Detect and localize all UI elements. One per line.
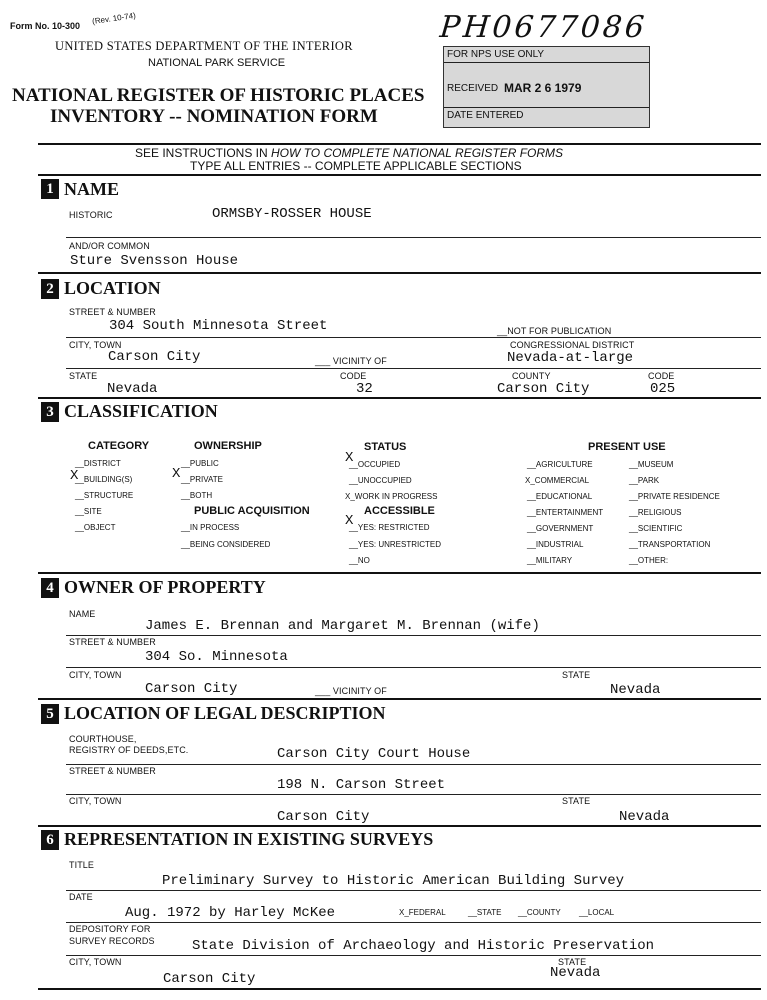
- state-code-label: CODE: [340, 371, 367, 381]
- owner-name-label: NAME: [69, 609, 96, 619]
- survey-city-value: Carson City: [163, 971, 256, 987]
- category-site: __SITE: [75, 507, 102, 516]
- use-other: __OTHER:: [629, 556, 669, 565]
- accessible-unrestricted: __YES: UNRESTRICTED: [349, 540, 442, 549]
- status-work-in-progress: X_WORK IN PROGRESS: [345, 492, 438, 501]
- received-date-stamp: MAR 2 6 1979: [504, 81, 582, 95]
- acquisition-being-considered: __BEING CONSIDERED: [181, 540, 271, 549]
- common-name-value: Sture Svensson House: [70, 253, 239, 269]
- historic-name-value: ORMSBY-ROSSER HOUSE: [212, 206, 372, 222]
- nps-use-only-box: [443, 46, 650, 128]
- use-museum: __MUSEUM: [629, 460, 674, 469]
- city-town-label: CITY, TOWN: [69, 340, 122, 350]
- category-buildings: __BUILDING(S): [75, 475, 133, 484]
- not-for-publication: __NOT FOR PUBLICATION: [497, 326, 612, 336]
- survey-state-value: Nevada: [550, 965, 601, 981]
- owner-street-label: STREET & NUMBER: [69, 637, 156, 647]
- owner-city-label: CITY, TOWN: [69, 670, 122, 680]
- county-code-value: 025: [650, 381, 676, 397]
- form-revision: (Rev. 10-74): [91, 10, 137, 27]
- legal-street-label: STREET & NUMBER: [69, 766, 156, 776]
- use-commercial: X_COMMERCIAL: [525, 476, 590, 485]
- legal-state-label: STATE: [562, 796, 591, 806]
- use-military: __MILITARY: [527, 556, 573, 565]
- category-header: CATEGORY: [88, 440, 150, 452]
- survey-federal: X_FEDERAL: [399, 908, 446, 917]
- legal-state-value: Nevada: [619, 809, 670, 825]
- owner-state-value: Nevada: [610, 682, 661, 698]
- registry-label: REGISTRY OF DEEDS,ETC.: [69, 745, 189, 755]
- category-object: __OBJECT: [75, 523, 116, 532]
- status-unoccupied: __UNOCCUPIED: [349, 476, 412, 485]
- city-value: Carson City: [108, 349, 201, 365]
- use-entertainment: __ENTERTAINMENT: [527, 508, 604, 517]
- section-4-title: OWNER OF PROPERTY: [64, 577, 266, 597]
- private-check-mark: X: [172, 466, 181, 482]
- state-label: STATE: [69, 371, 98, 381]
- form-number: Form No. 10-300: [10, 21, 81, 31]
- accessible-restricted: __YES: RESTRICTED: [349, 523, 430, 532]
- category-district: __DISTRICT: [75, 459, 121, 468]
- acquisition-in-process: __IN PROCESS: [181, 523, 240, 532]
- survey-date-value: Aug. 1972 by Harley McKee: [125, 905, 336, 921]
- survey-state: __STATE: [468, 908, 502, 917]
- use-religious: __RELIGIOUS: [629, 508, 682, 517]
- department-name: UNITED STATES DEPARTMENT OF THE INTERIOR: [55, 39, 353, 53]
- instructions-title: HOW TO COMPLETE NATIONAL REGISTER FORMS: [271, 146, 564, 160]
- owner-state-label: STATE: [562, 670, 591, 680]
- occupied-check-mark: X: [345, 450, 354, 466]
- common-name-label: AND/OR COMMON: [69, 241, 150, 251]
- use-industrial: __INDUSTRIAL: [527, 540, 584, 549]
- building-check-mark: X: [70, 468, 79, 484]
- historic-label: HISTORIC: [69, 210, 113, 220]
- use-scientific: __SCIENTIFIC: [629, 524, 683, 533]
- form-title-line2: INVENTORY -- NOMINATION FORM: [50, 106, 378, 127]
- section-5-title: LOCATION OF LEGAL DESCRIPTION: [64, 703, 386, 723]
- survey-date-label: DATE: [69, 892, 93, 902]
- section-2-number: 2: [41, 279, 59, 299]
- legal-street-value: 198 N. Carson Street: [277, 777, 446, 793]
- vicinity-of-label: ___ VICINITY OF: [315, 356, 387, 366]
- public-acquisition-header: PUBLIC ACQUISITION: [194, 505, 310, 517]
- use-educational: __EDUCATIONAL: [527, 492, 593, 501]
- section-6-title: REPRESENTATION IN EXISTING SURVEYS: [64, 829, 434, 849]
- ownership-both: __BOTH: [181, 491, 213, 500]
- use-park: __PARK: [629, 476, 660, 485]
- restricted-check-mark: X: [345, 513, 354, 529]
- owner-vicinity-label: ___ VICINITY OF: [315, 686, 387, 696]
- state-value: Nevada: [107, 381, 158, 397]
- date-entered-label: DATE ENTERED: [447, 110, 524, 121]
- congressional-district-label: CONGRESSIONAL DISTRICT: [510, 340, 635, 350]
- state-code-value: 32: [356, 381, 373, 397]
- instructions-line1: [135, 146, 563, 160]
- courthouse-value: Carson City Court House: [277, 746, 471, 762]
- survey-title-label: TITLE: [69, 860, 95, 870]
- legal-city-label: CITY, TOWN: [69, 796, 122, 806]
- status-header: STATUS: [364, 441, 407, 453]
- county-label: COUNTY: [512, 371, 551, 381]
- category-structure: __STRUCTURE: [75, 491, 134, 500]
- use-agriculture: __AGRICULTURE: [527, 460, 593, 469]
- section-1-title: NAME: [64, 179, 119, 199]
- handwritten-reference-number: PH0677086: [438, 10, 649, 45]
- accessible-header: ACCESSIBLE: [364, 505, 435, 517]
- owner-city-value: Carson City: [145, 681, 238, 697]
- instructions-prefix: SEE INSTRUCTIONS IN: [135, 146, 272, 160]
- survey-state-label: STATE: [558, 957, 587, 967]
- county-code-label: CODE: [648, 371, 675, 381]
- depository-value: State Division of Archaeology and Historic Preservation: [192, 938, 655, 954]
- congressional-district-value: Nevada-at-large: [507, 350, 634, 366]
- use-government: __GOVERNMENT: [527, 524, 594, 533]
- ownership-header: OWNERSHIP: [194, 440, 262, 452]
- survey-title-value: Preliminary Survey to Historic American Building Survey: [162, 873, 625, 889]
- section-5-number: 5: [41, 704, 59, 724]
- ownership-public: __PUBLIC: [181, 459, 219, 468]
- instructions-line2: TYPE ALL ENTRIES -- COMPLETE APPLICABLE SECTIONS: [190, 159, 522, 173]
- use-transportation: __TRANSPORTATION: [629, 540, 711, 549]
- section-1-number: 1: [41, 179, 59, 199]
- courthouse-label: COURTHOUSE,: [69, 734, 137, 744]
- owner-name-value: James E. Brennan and Margaret M. Brennan (wife): [145, 618, 540, 634]
- survey-county: __COUNTY: [518, 908, 561, 917]
- present-use-header: PRESENT USE: [588, 441, 666, 453]
- received-label: RECEIVED: [447, 83, 499, 94]
- section-3-title: CLASSIFICATION: [64, 401, 218, 421]
- legal-city-value: Carson City: [277, 809, 370, 825]
- street-value: 304 South Minnesota Street: [109, 318, 328, 334]
- service-name: NATIONAL PARK SERVICE: [148, 57, 286, 69]
- section-2-title: LOCATION: [64, 278, 161, 298]
- ownership-private: __PRIVATE: [181, 475, 223, 484]
- nps-box-label: FOR NPS USE ONLY: [447, 49, 545, 60]
- survey-records-label: SURVEY RECORDS: [69, 936, 155, 946]
- street-number-label: STREET & NUMBER: [69, 307, 156, 317]
- section-3-number: 3: [41, 402, 59, 422]
- form-title-line1: NATIONAL REGISTER OF HISTORIC PLACES: [12, 85, 425, 106]
- accessible-no: __NO: [349, 556, 370, 565]
- survey-local: __LOCAL: [579, 908, 615, 917]
- county-value: Carson City: [497, 381, 590, 397]
- section-6-number: 6: [41, 830, 59, 850]
- owner-street-value: 304 So. Minnesota: [145, 649, 288, 665]
- depository-label: DEPOSITORY FOR: [69, 924, 151, 934]
- use-private-residence: __PRIVATE RESIDENCE: [629, 492, 720, 501]
- survey-city-label: CITY, TOWN: [69, 957, 122, 967]
- status-occupied: __OCCUPIED: [349, 460, 401, 469]
- section-4-number: 4: [41, 578, 59, 598]
